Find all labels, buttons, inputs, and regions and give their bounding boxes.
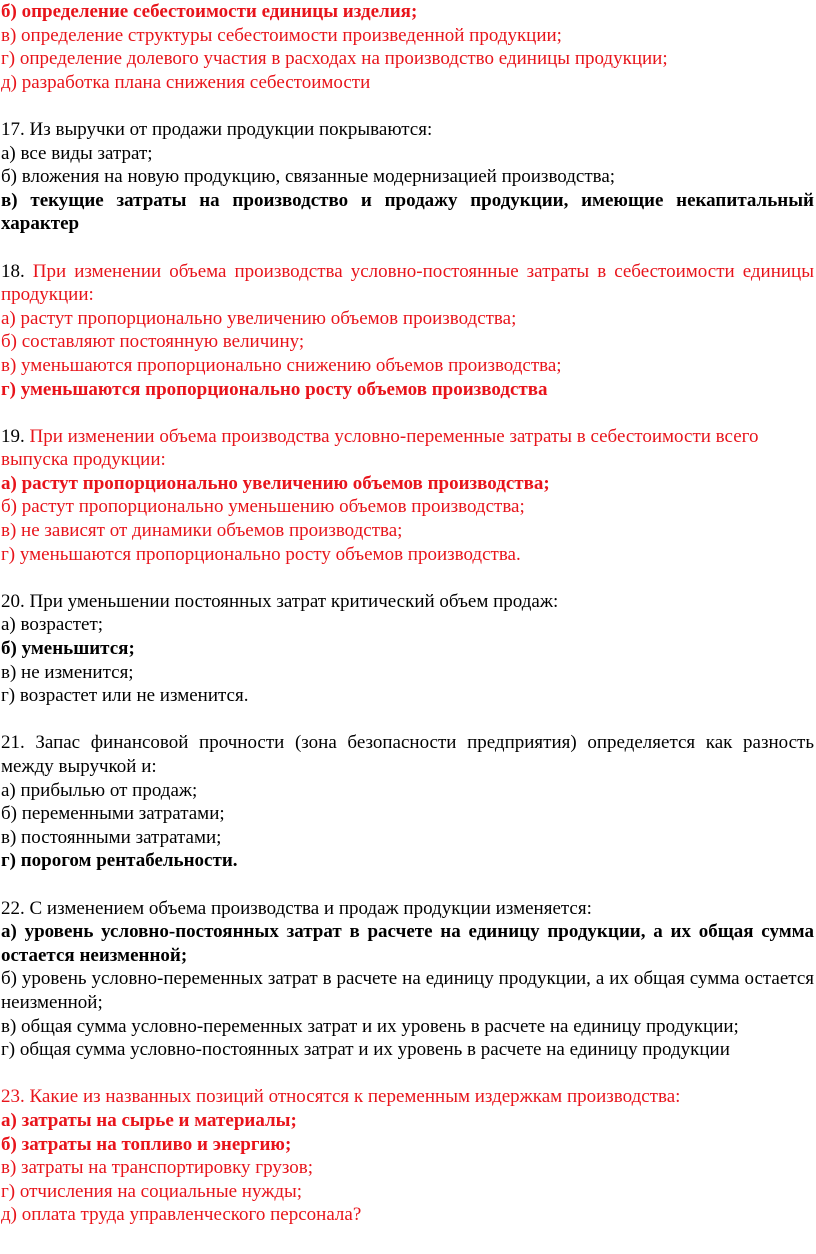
option-21-b: б) переменными затратами; (1, 803, 225, 825)
option-23-g: г) отчисления на социальные нужды; (1, 1180, 303, 1202)
option-21-g: г) порогом рентабельности. (1, 850, 238, 872)
question-number: 21. (1, 732, 25, 754)
question-stem: При изменении объема производства условно-постоянные затраты в себестоимости единицы продукции: (1, 260, 814, 306)
option-20-a: а) возрастет; (1, 614, 104, 636)
question-stem: С изменением объема производства и продаж продукции изменяется: (29, 897, 592, 919)
question-22 (1, 897, 814, 1062)
option-17-v: в) текущие затраты на производство и продажу продукции, имеющие некапитальный характер (1, 189, 814, 235)
option-18-v: в) уменьшаются пропорционально снижению объемов производства; (1, 354, 562, 376)
question-stem: Запас финансовой прочности (зона безопасности предприятия) определяется как разность между выручкой и: (1, 732, 814, 777)
option-23-d: д) оплата труда управленческого персонала? (1, 1204, 362, 1226)
option-16-g: г) определение долевого участия в расходах на производство единицы продукции; (1, 48, 668, 70)
option-22-g: г) общая сумма условно-постоянных затрат и их уровень в расчете на единицу продукции (1, 1039, 730, 1061)
question-number: 22. (1, 897, 25, 919)
question-stem: При уменьшении постоянных затрат критический объем продаж: (29, 590, 559, 612)
option-21-v: в) постоянными затратами; (1, 826, 222, 848)
spacer (1, 873, 814, 897)
spacer (1, 1062, 814, 1086)
spacer (1, 236, 814, 260)
option-23-a: а) затраты на сырье и материалы; (1, 1109, 297, 1131)
option-16-d: д) разработка плана снижения себестоимости (1, 71, 371, 93)
option-19-v: в) не зависят от динамики объемов производства; (1, 520, 403, 542)
option-22-v: в) общая сумма условно-переменных затрат и их уровень в расчете на единицу продукции; (1, 1015, 739, 1037)
spacer (1, 94, 814, 118)
option-21-a: а) прибылью от продаж; (1, 779, 198, 801)
spacer (1, 401, 814, 425)
question-18 (1, 260, 814, 402)
option-19-a: а) растут пропорционально увеличению объемов производства; (1, 472, 550, 494)
question-number: 20. (1, 590, 25, 612)
option-19-b: б) растут пропорционально уменьшению объемов производства; (1, 496, 525, 518)
question-20-text (1, 590, 814, 614)
spacer (1, 566, 814, 590)
question-23 (1, 1085, 814, 1227)
question-number: 17. (1, 118, 25, 140)
question-number: 23. (1, 1086, 25, 1108)
question-number: 18. (1, 260, 25, 282)
question-stem: Из выручки от продажи продукции покрываются: (29, 118, 433, 140)
question-19 (1, 425, 814, 567)
option-22-a: а) уровень условно-постоянных затрат в расчете на единицу продукции, а их общая сумма остается неизменной; (1, 921, 814, 966)
option-16-b: б) определение себестоимости единицы изделия; (1, 1, 418, 22)
question-16-options (1, 0, 814, 94)
option-17-b: б) вложения на новую продукцию, связанные модернизацией производства; (1, 166, 616, 188)
question-21 (1, 731, 814, 873)
option-23-v: в) затраты на транспортировку грузов; (1, 1157, 313, 1179)
question-21-text (1, 731, 814, 778)
option-22-b: б) уровень условно-переменных затрат в расчете на единицу продукции, а их общая сумма остается неизменной; (1, 968, 814, 1013)
spacer (1, 708, 814, 732)
question-number: 19. (1, 425, 25, 447)
question-17-text (1, 118, 814, 142)
option-23-b: б) затраты на топливо и энергию; (1, 1133, 292, 1155)
question-stem: Какие из названных позиций относятся к переменным издержкам производства: (29, 1086, 681, 1108)
option-16-v: в) определение структуры себестоимости произведенной продукции; (1, 24, 562, 46)
question-19-text (1, 425, 814, 472)
question-18-text (1, 260, 814, 307)
question-17 (1, 118, 814, 236)
question-22-text (1, 897, 814, 921)
option-19-g: г) уменьшаются пропорционально росту объемов производства. (1, 543, 521, 565)
option-20-g: г) возрастет или не изменится. (1, 685, 249, 707)
option-18-a: а) растут пропорционально увеличению объемов производства; (1, 307, 517, 329)
option-20-b: б) уменьшится; (1, 638, 135, 660)
option-18-g: г) уменьшаются пропорционально росту объемов производства (1, 378, 548, 400)
option-18-b: б) составляют постоянную величину; (1, 331, 305, 353)
option-17-a: а) все виды затрат; (1, 142, 153, 164)
question-23-text (1, 1085, 814, 1109)
option-20-v: в) не изменится; (1, 661, 134, 683)
question-20 (1, 590, 814, 708)
question-stem: При изменении объема производства условно-переменные затраты в себестоимости всего выпуска продукции: (1, 425, 759, 471)
